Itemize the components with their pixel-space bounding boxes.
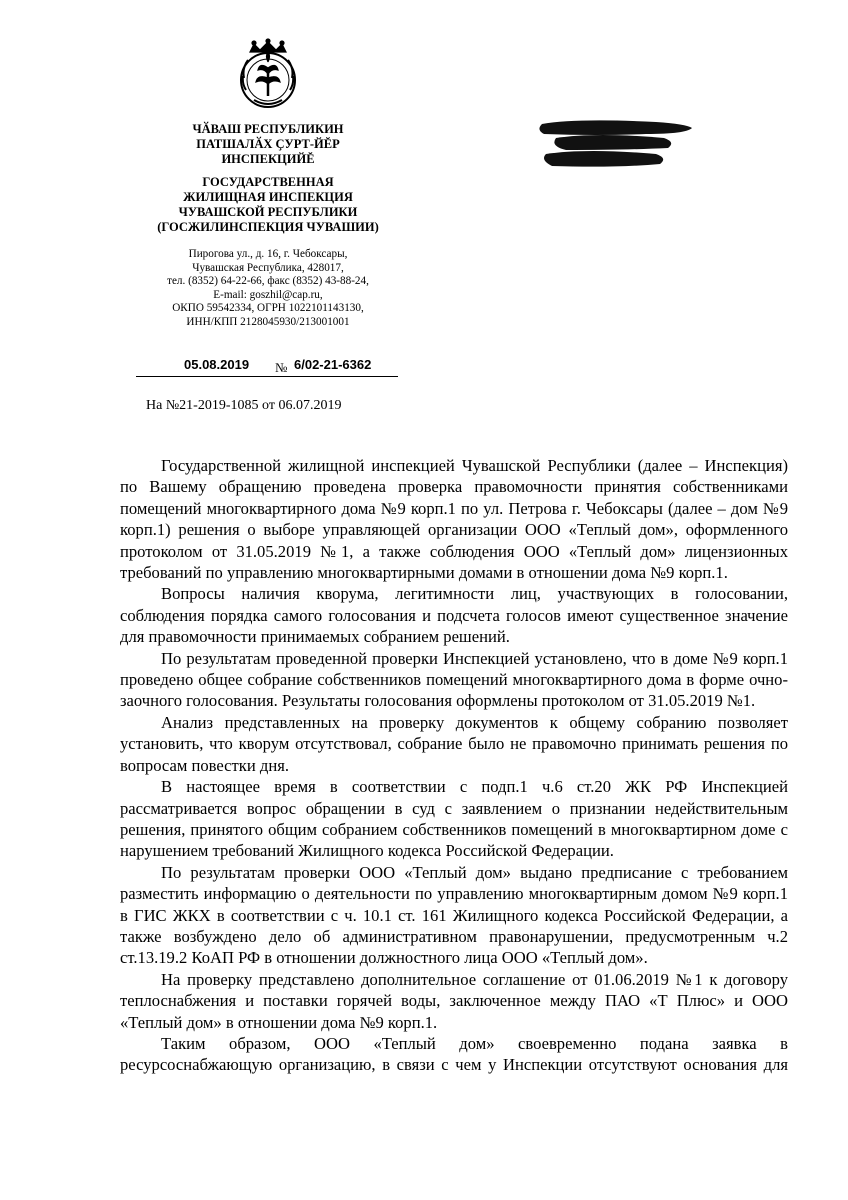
paragraph: В настоящее время в соответствии с подп.1 ч.6 ст.20 ЖК РФ Инспекцией рассматривается вопрос обращении в суд с заявлением о признании недействительным решения, принятого общим собранием собственников помещений в многоквартирном доме с нарушением требований Жилищного кодекса Российской Федерации.	[120, 777, 788, 861]
header-chuvash-line: ПАТШАЛӐХ ҪУРТ-ЙĔР	[196, 137, 340, 151]
paragraph: По результатам проверки ООО «Теплый дом» выдано предписание с требованием разместить информацию о деятельности по управлению многоквартирным домом №9 корп.1 в ГИС ЖКХ в соответствии с ч. 10.1 ст. 161 Жилищного кодекса Российской Федерации, а также возбуждено дело об административном правонарушении, предусмотренным ч.2 ст.13.19.2 КоАП РФ в отношении должностного лица ООО «Теплый дом».	[120, 862, 788, 968]
registration-number: 6/02-21-6362	[294, 357, 372, 372]
paragraph: Таким образом, ООО «Теплый дом» своевременно подана заявка в ресурсоснабжающую организацию, в связи с чем у Инспекции отсутствуют основания для	[120, 1033, 788, 1075]
address-line: E-mail: goszhil@cap.ru,	[213, 288, 323, 301]
paragraph: Вопросы наличия кворума, легитимности лиц, участвующих в голосовании, соблюдения порядка самого голосования и подсчета голосов имеют существенное значение для правомочности принимаемых собранием решений.	[120, 584, 788, 647]
address-line: Пирогова ул., д. 16, г. Чебоксары,	[188, 248, 348, 260]
header-russian-line: ЖИЛИЩНАЯ ИНСПЕКЦИЯ	[183, 190, 353, 204]
letter-body	[120, 455, 788, 1076]
paragraph: Государственной жилищной инспекцией Чувашской Республики (далее – Инспекция) по Вашему обращению проведена проверка правомочности принятия собственниками помещений многоквартирного дома №9 корп.1 по ул. Петрова г. Чебоксары (далее – дом №9 корп.1) решения о выборе управляющей организации ООО «Теплый дом», оформленного протоколом от 31.05.2019 №1, а также соблюдения ООО «Теплый дом» лицензионных требований по управлению многоквартирными домами в отношении дома №9 корп.1.	[120, 456, 788, 583]
header-russian-line: (ГОСЖИЛИНСПЕКЦИЯ ЧУВАШИИ)	[157, 220, 379, 234]
header-chuvash-line: ИНСПЕКЦИЙĔ	[221, 152, 315, 166]
registration-line	[136, 354, 398, 377]
paragraph: На проверку представлено дополнительное соглашение от 01.06.2019 №1 к договору теплоснабжения и поставки горячей воды, заключенное между ПАО «Т Плюс» и ООО «Теплый дом» в отношении дома №9 корп.1.	[120, 969, 788, 1032]
paragraph: По результатам проведенной проверки Инспекцией установлено, что в доме №9 корп.1 проведено общее собрание собственников помещений многоквартирного дома в форме очно-заочного голосования. Результаты голосования оформлены протоколом от 31.05.2019 №1.	[120, 648, 788, 711]
redacted-recipient	[536, 118, 698, 170]
address-line: ОКПО 59542334, ОГРН 1022101143130,	[172, 302, 364, 315]
header-chuvash	[130, 122, 406, 167]
header-russian-line: ГОСУДАРСТВЕННАЯ	[202, 175, 334, 189]
coat-of-arms-emblem	[232, 38, 304, 110]
header-russian-line: ЧУВАШСКОЙ РЕСПУБЛИКИ	[178, 205, 358, 219]
address-block	[130, 248, 406, 330]
paragraph: Анализ представленных на проверку документов к общему собранию позволяет установить, что кворум отсутствовал, собрание было не правомочно принимать решения по вопросам повестки дня.	[120, 712, 788, 775]
address-line: ИНН/КПП 2128045930/213001001	[186, 315, 350, 328]
in-reply-to: На №21-2019-1085 от 06.07.2019	[146, 398, 342, 413]
registration-date: 05.08.2019	[184, 357, 250, 372]
address-line: Чувашская Республика, 428017,	[192, 261, 344, 274]
number-sign: №	[275, 360, 288, 375]
header-russian	[130, 175, 406, 235]
address-line: тел. (8352) 64-22-66, факс (8352) 43-88-24,	[167, 275, 369, 288]
header-chuvash-line: ЧӐВАШ РЕСПУБЛИКИН	[192, 122, 344, 136]
